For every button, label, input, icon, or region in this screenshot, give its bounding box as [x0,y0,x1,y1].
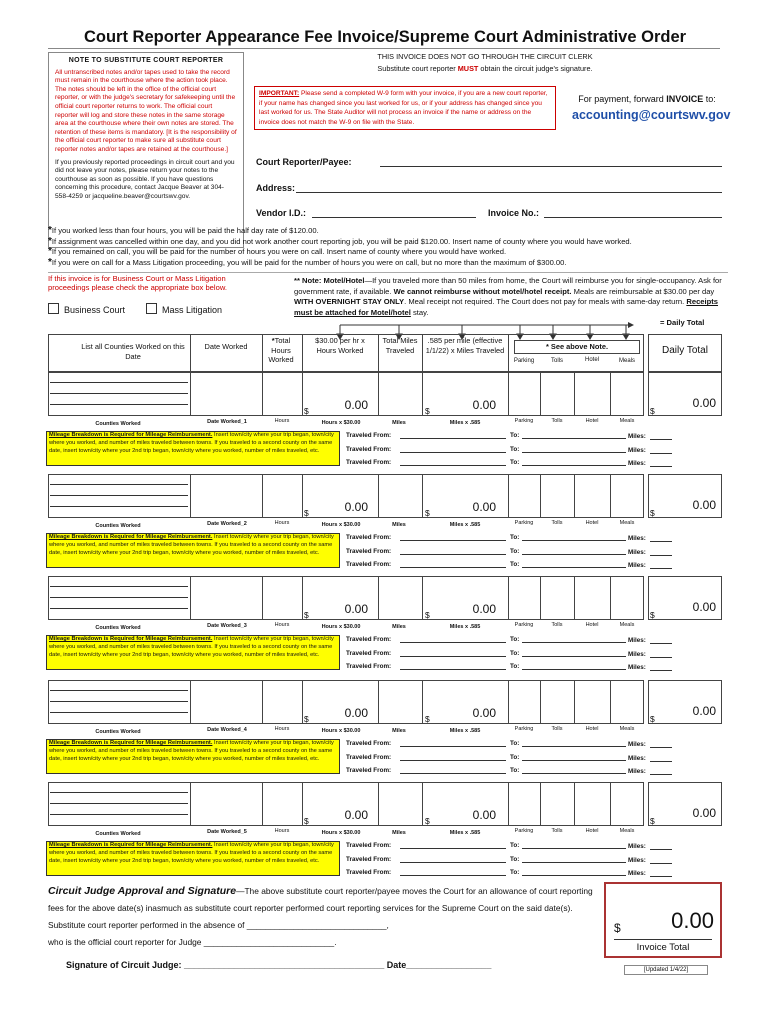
traveled-from-label: Traveled From: [346,869,392,876]
traveled-from-field[interactable] [400,869,506,876]
to-field[interactable] [522,636,626,643]
hours-rate-label: Hours x $30.00 [321,522,361,528]
col-sep [190,680,191,724]
miles-rate-label: Miles x .585 [449,728,481,734]
county-line[interactable] [50,692,188,702]
traveled-from-field[interactable] [400,548,506,555]
traveled-from-field[interactable] [400,459,506,466]
payment-bold: INVOICE [666,94,704,104]
hotel-label: Hotel [585,622,599,628]
to-label: To: [510,561,520,568]
county-line[interactable] [50,805,188,815]
note-paragraph-1: All untranscribed notes and/or tapes used to take the record must remain in the courthouse where the action took place. The notes should be left in the office of the official court reporter, or with the judge's secretary for safekeeping until the official court reporter returns to work. The official court reporter will log and store these notes in the same storage area at the courthouse where their own notes are stored. The retention of these items is mandatory. [It is the responsibility of the official court reporter to make sure all substitute court reporter notes and/or tapes are retained at the courthouse.] [55,68,237,153]
to-label: To: [510,534,520,541]
col-sep [262,782,263,826]
hours-label: Hours [274,418,290,424]
rate-value: 0.00 [344,808,368,822]
mileage-breakdown-note: Mileage Breakdown is Required for Mileage Reimbursement. Insert town/city where your trip began, town/city where you worked, and number of miles traveled between towns. If you traveled to a second county on the same date, insert town/city where your 2nd trip began, town/city where you worked, number of miles traveled, etc. [46,739,340,774]
rate-dollar: $ [304,816,309,826]
rate-value: 0.00 [344,602,368,616]
miles-rate-label: Miles x .585 [449,522,481,528]
judge-text-2: who is the official court reporter for Judge ____________________________. [48,937,337,947]
col-sep [574,782,575,826]
meals-label: Meals [619,418,635,424]
traveled-from-label: Traveled From: [346,740,392,747]
col-sep [508,372,509,416]
address-label: Address: [256,183,296,193]
to-field[interactable] [522,740,626,747]
miles-field[interactable] [650,664,672,671]
mileage-breakdown-note: Mileage Breakdown is Required for Mileage Reimbursement. Insert town/city where your trip began, town/city where you worked, and number of miles traveled between towns. If you traveled to a second county on the same date, insert town/city where your 2nd trip began, town/city where you worked, number of miles traveled, etc. [46,431,340,466]
mileage-breakdown-note: Mileage Breakdown is Required for Mileage Reimbursement. Insert town/city where your trip began, town/city where you worked, and number of miles traveled between towns. If you traveled to a second county on the same date, insert town/city where your 2nd trip began, town/city where you worked, number of miles traveled, etc. [46,841,340,876]
col-sep [574,680,575,724]
judge-heading: Circuit Judge Approval and Signature [48,885,237,897]
miles-field-label: Miles: [628,856,646,864]
daily-total-value: 0.00 [692,704,716,718]
to-label: To: [510,740,520,747]
parking-label: Parking [514,726,534,732]
col-sep [302,782,303,826]
traveled-from-field[interactable] [400,740,506,747]
must-emphasis: MUST [457,64,479,73]
county-line[interactable] [50,588,188,598]
hotel-label: Hotel [585,828,599,834]
to-field[interactable] [522,561,626,568]
col-sep [422,782,423,826]
hotel-label: Hotel [585,520,599,526]
col-sep [262,576,263,620]
rate-value: 0.00 [344,706,368,720]
col-sep [190,576,191,620]
rate-value: 0.00 [344,500,368,514]
rate-dollar: $ [304,714,309,724]
invoice-no-label: Invoice No.: [488,208,540,218]
header-miles: Total Miles Traveled [382,336,418,355]
important-label: IMPORTANT: [259,90,300,97]
daily-dollar: $ [650,406,655,416]
to-field[interactable] [522,856,626,863]
miles-field[interactable] [650,857,672,864]
signature-notice-pre: Substitute court reporter [377,64,458,73]
county-line[interactable] [50,703,188,713]
county-line[interactable] [50,373,188,383]
county-line[interactable] [50,599,188,609]
to-field[interactable] [522,548,626,555]
to-label: To: [510,649,520,657]
meals-label: Meals [619,520,635,526]
hours-rate-label: Hours x $30.00 [321,728,361,734]
miles-rate-label: Miles x .585 [449,830,481,836]
daily-dollar: $ [650,714,655,724]
to-label: To: [510,767,520,774]
header-date: Date Worked [204,342,248,351]
mileage-value: 0.00 [472,398,496,412]
col-sep [378,474,379,518]
header-sep [422,334,423,372]
daily-dollar: $ [650,816,655,826]
miles-field-label: Miles: [628,664,646,671]
miles-field[interactable] [650,535,672,542]
traveled-from-label: Traveled From: [346,663,392,670]
to-label: To: [510,445,520,453]
parking-label: Parking [514,828,534,834]
mileage-dollar: $ [425,816,430,826]
traveled-from-field[interactable] [400,650,506,657]
to-label: To: [510,753,520,761]
to-label: To: [510,459,520,466]
miles-label: Miles [392,830,406,836]
to-field[interactable] [522,432,626,439]
miles-field-label: Miles: [628,535,646,542]
miles-field[interactable] [650,637,672,644]
county-line[interactable] [50,384,188,394]
col-sep [610,474,611,518]
col-sep [540,576,541,620]
daily-total-value: 0.00 [692,806,716,820]
col-sep [422,474,423,518]
header-meals: Meals [618,358,635,364]
mileage-value: 0.00 [472,706,496,720]
header-sep [302,334,303,372]
mileage-value: 0.00 [472,602,496,616]
motel-label: Note: Motel/Hotel [302,276,365,285]
mileage-dollar: $ [425,406,430,416]
meals-label: Meals [619,622,635,628]
tolls-label: Tolls [551,726,563,732]
col-sep [610,576,611,620]
to-label: To: [510,663,520,670]
miles-field[interactable] [650,870,672,877]
daily-dollar: $ [650,508,655,518]
miles-field[interactable] [650,433,672,440]
header-hours: *Total Hours Worked [268,336,294,364]
hours-label: Hours [274,520,290,526]
col-sep [190,474,191,518]
col-sep [610,782,611,826]
invoice-total-box [604,882,722,958]
traveled-from-field[interactable] [400,767,506,774]
traveled-from-field[interactable] [400,561,506,568]
counties-worked-label: Counties Worked [95,729,141,735]
traveled-from-field[interactable] [400,842,506,849]
traveled-from-field[interactable] [400,446,506,453]
to-field[interactable] [522,459,626,466]
judge-text-1: —The above substitute court reporter/payee moves the Court for an allowance of court reporting fees for the above date(s) inasmuch as substitute court reporter performed court reporting services for the Supreme Court on the said date(s). Substitute court reporter performed in the absence of ______________________________, [48,886,593,930]
col-sep [422,680,423,724]
traveled-from-label: Traveled From: [346,753,392,761]
mileage-breakdown-note: Mileage Breakdown is Required for Mileage Reimbursement. Insert town/city where your trip began, town/city where you worked, and number of miles traveled between towns. If you traveled to a second county on the same date, insert town/city where your 2nd trip began, town/city where you worked, number of miles traveled, etc. [46,533,340,568]
invoice-total-value: 0.00 [671,908,714,933]
traveled-from-label: Traveled From: [346,432,392,439]
to-field[interactable] [522,446,626,453]
col-sep [190,782,191,826]
traveled-from-label: Traveled From: [346,547,392,555]
col-sep [610,680,611,724]
signature-notice-post: obtain the circuit judge's signature. [478,64,593,73]
tolls-label: Tolls [551,418,563,424]
col-sep [610,372,611,416]
col-sep [302,680,303,724]
payment-pre: For payment, forward [578,94,667,104]
counties-worked-label: Counties Worked [95,831,141,837]
col-sep [508,680,509,724]
vendor-id-label: Vendor I.D.: [256,208,307,218]
miles-rate-label: Miles x .585 [449,624,481,630]
payment-email-link[interactable]: accounting@courtswv.gov [572,108,731,122]
meals-label: Meals [619,726,635,732]
daily-total-value: 0.00 [692,396,716,410]
to-label: To: [510,432,520,439]
daily-total-note: = Daily Total [660,318,705,327]
to-label: To: [510,842,520,849]
mileage-dollar: $ [425,714,430,724]
date-worked-label: Date Worked_5 [207,829,247,835]
traveled-from-field[interactable] [400,636,506,643]
col-sep [540,372,541,416]
miles-label: Miles [392,624,406,630]
date-worked-label: Date Worked_2 [207,521,247,527]
total-arrows [0,0,770,340]
col-sep [574,576,575,620]
miles-field[interactable] [650,447,672,454]
miles-field-label: Miles: [628,637,646,644]
miles-field-label: Miles: [628,650,646,658]
header-mileage: .585 per mile (effective 1/1/22) x Miles Traveled [425,336,505,355]
mileage-dollar: $ [425,508,430,518]
county-line[interactable] [50,486,188,496]
date-worked-label: Date Worked_3 [207,623,247,629]
counties-worked-label: Counties Worked [95,523,141,529]
col-sep [574,474,575,518]
miles-field-label: Miles: [628,548,646,556]
miles-field-label: Miles: [628,446,646,454]
traveled-from-label: Traveled From: [346,649,392,657]
county-line[interactable] [50,395,188,405]
rate-dollar: $ [304,610,309,620]
col-sep [540,474,541,518]
traveled-from-label: Traveled From: [346,534,392,541]
miles-field[interactable] [650,549,672,556]
to-label: To: [510,636,520,643]
mileage-breakdown-note: Mileage Breakdown is Required for Mileage Reimbursement. Insert town/city where your trip began, town/city where you worked, and number of miles traveled between towns. If you traveled to a second county on the same date, insert town/city where your 2nd trip began, town/city where you worked, number of miles traveled, etc. [46,635,340,670]
miles-label: Miles [392,420,406,426]
traveled-from-field[interactable] [400,856,506,863]
parking-label: Parking [514,418,534,424]
miles-field[interactable] [650,460,672,467]
miles-field-label: Miles: [628,460,646,467]
miles-field[interactable] [650,651,672,658]
miles-field-label: Miles: [628,754,646,762]
see-above-note: * See above Note. [514,340,640,354]
page-title: Court Reporter Appearance Fee Invoice/Supreme Court Administrative Order [83,28,687,46]
col-sep [540,680,541,724]
judge-approval [48,883,596,951]
hours-label: Hours [274,828,290,834]
parking-label: Parking [514,622,534,628]
county-line[interactable] [50,681,188,691]
parking-label: Parking [514,520,534,526]
note-paragraph-2: If you previously reported proceedings in circuit court and you did not leave your notes, please return your notes to the courthouse as soon as possible. If you have questions concerning this procedure, contact Jacque Beaver at 304-558-4259 or jacqueline.beaver@courtswv.gov. [55,158,235,200]
to-field[interactable] [522,534,626,541]
header-tolls: Tolls [550,358,563,364]
header-counties: List all Counties Worked on this Date [81,342,185,361]
col-sep [378,782,379,826]
motel-hotel-note: ** Note: Motel/Hotel—If you traveled more than 50 miles from home, the Court will reimburse you for single-occupancy. Ask for government rate, if available. We cannot reimburse without motel/hotel receipt. Meals are reimbursable at $30.00 per day WITH OVERNIGHT STAY ONLY. Meal receipt not required. The Court does not pay for meals with same-day return. Receipts must be attached for Motel/hotel stay. [294,276,722,317]
mileage-value: 0.00 [472,808,496,822]
col-sep [508,576,509,620]
to-field[interactable] [522,842,626,849]
hours-label: Hours [274,726,290,732]
miles-field-label: Miles: [628,870,646,877]
traveled-from-label: Traveled From: [346,561,392,568]
header-hotel: Hotel [584,357,599,363]
circuit-clerk-notice: THIS INVOICE DOES NOT GO THROUGH THE CIRCUIT CLERK [377,52,593,61]
traveled-from-label: Traveled From: [346,855,392,863]
col-sep [422,372,423,416]
mass-litigation-label: Mass Litigation [162,305,223,315]
col-sep [574,372,575,416]
miles-field-label: Miles: [628,433,646,440]
daily-dollar: $ [650,610,655,620]
header-sep [508,334,509,372]
judge-signature-line[interactable]: Signature of Circuit Judge: ________________________________________ Date_________________ [66,960,492,970]
col-sep [422,576,423,620]
arrow-head-icon [628,322,634,328]
tolls-label: Tolls [551,828,563,834]
important-text: Please send a completed W-9 form with your invoice, if you are a new court reporter, if your name has changed since you last worked for us, or if your address has changed since you last worked for us. The State Auditor will not process an invoice if the name or address on the invoice does not match the W-9 on file with the State. [259,90,548,126]
miles-field-label: Miles: [628,562,646,569]
miles-field-label: Miles: [628,768,646,775]
header-parking: Parking [513,358,535,364]
col-sep [262,474,263,518]
tolls-label: Tolls [551,622,563,628]
updated-date: [Updated 1/4/22] [624,965,708,975]
col-sep [378,372,379,416]
invoice-total-rule [614,939,712,940]
traveled-from-field[interactable] [400,432,506,439]
mileage-value: 0.00 [472,500,496,514]
col-sep [190,372,191,416]
col-sep [378,576,379,620]
miles-field[interactable] [650,741,672,748]
business-court-message: If this invoice is for Business Court or Mass Litigation proceedings please check the appropriate box below. [48,274,227,292]
rule-item: *If you were on call for a Mass Litigation proceeding, you will be paid for the number of hours you were on call, but no more than the maximum of $300.00. [48,256,567,268]
to-label: To: [510,547,520,555]
traveled-from-field[interactable] [400,754,506,761]
miles-label: Miles [392,522,406,528]
col-sep [302,474,303,518]
daily-total-value: 0.00 [692,498,716,512]
rule-item: *If you remained on call, you will be paid for the number of hours you were on call. Insert name of county where you would have worked. [48,246,507,258]
header-rate: $30.00 per hr x Hours Worked [315,336,365,355]
county-line[interactable] [50,783,188,793]
miles-field[interactable] [650,843,672,850]
col-sep [302,372,303,416]
rate-value: 0.00 [344,398,368,412]
county-line[interactable] [50,794,188,804]
rule-item: *If assignment was cancelled within one day, and you did not work another court reporting job, you will be paid $120.00. Insert name of county where you would have worked. [48,235,632,247]
col-sep [262,372,263,416]
counties-worked-label: Counties Worked [95,625,141,631]
tolls-label: Tolls [551,520,563,526]
miles-field-label: Miles: [628,843,646,850]
col-sep [508,782,509,826]
rate-dollar: $ [304,508,309,518]
hours-rate-label: Hours x $30.00 [321,624,361,630]
counties-worked-label: Counties Worked [95,421,141,427]
traveled-from-field[interactable] [400,663,506,670]
payee-label: Court Reporter/Payee: [256,157,352,167]
hours-rate-label: Hours x $30.00 [321,830,361,836]
miles-field[interactable] [650,562,672,569]
to-field[interactable] [522,767,626,774]
traveled-from-field[interactable] [400,534,506,541]
to-field[interactable] [522,869,626,876]
hours-rate-label: Hours x $30.00 [321,420,361,426]
traveled-from-label: Traveled From: [346,459,392,466]
hotel-label: Hotel [585,418,599,424]
hours-label: Hours [274,622,290,628]
miles-rate-label: Miles x .585 [449,420,481,426]
rate-dollar: $ [304,406,309,416]
miles-field[interactable] [650,768,672,775]
payment-post: to: [703,94,716,104]
traveled-from-label: Traveled From: [346,767,392,774]
miles-field[interactable] [650,755,672,762]
traveled-from-label: Traveled From: [346,636,392,643]
col-sep [378,680,379,724]
traveled-from-label: Traveled From: [346,842,392,849]
miles-field-label: Miles: [628,741,646,748]
col-sep [262,680,263,724]
daily-total-value: 0.00 [692,600,716,614]
county-line[interactable] [50,497,188,507]
header-daily-total: Daily Total [662,345,708,356]
header-sep [378,334,379,372]
county-line[interactable] [50,475,188,485]
to-label: To: [510,869,520,876]
date-worked-label: Date Worked_4 [207,727,247,733]
county-line[interactable] [50,577,188,587]
invoice-total-dollar: $ [614,921,621,935]
to-field[interactable] [522,663,626,670]
invoice-total-label: Invoice Total [636,942,690,953]
note-heading: NOTE TO SUBSTITUTE COURT REPORTER [68,57,224,64]
to-label: To: [510,855,520,863]
traveled-from-label: Traveled From: [346,445,392,453]
date-worked-label: Date Worked_1 [207,419,247,425]
miles-label: Miles [392,728,406,734]
col-sep [302,576,303,620]
to-field[interactable] [522,650,626,657]
mileage-dollar: $ [425,610,430,620]
col-sep [508,474,509,518]
business-court-label: Business Court [64,305,126,315]
rule-item: *If you worked less than four hours, you will be paid the half day rate of $120.00. [48,225,319,236]
header-sep [190,334,191,372]
to-field[interactable] [522,754,626,761]
meals-label: Meals [619,828,635,834]
col-sep [540,782,541,826]
hotel-label: Hotel [585,726,599,732]
